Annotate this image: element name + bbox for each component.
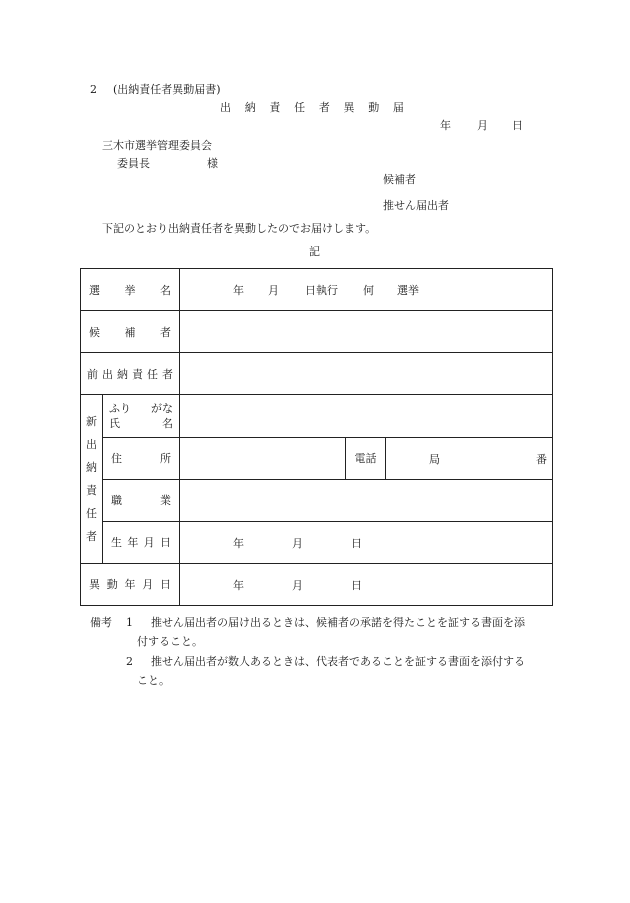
row-new-name: [81, 395, 553, 437]
election-day: 日執行: [305, 284, 338, 297]
change-year: 年: [233, 578, 244, 592]
birth-year: 年: [233, 536, 244, 550]
label-char: 異: [89, 578, 100, 592]
row-candidate: [81, 311, 553, 353]
addressee: 三木市選挙管理委員会: [102, 139, 212, 152]
label-char: 任: [147, 367, 158, 381]
election-label-cell: [81, 269, 180, 311]
title-char: 届: [392, 101, 404, 114]
form-subtitle: (出納責任者異動届書): [113, 83, 221, 96]
title-char: 者: [318, 101, 330, 114]
label-char: 年: [124, 578, 136, 592]
row-change-date: [81, 563, 553, 605]
label-char: 納: [86, 461, 97, 475]
furigana-label: ふり: [109, 401, 131, 415]
new-treasurer-label-cell: [81, 395, 103, 564]
label-char: 者: [86, 530, 97, 544]
label-char: 出: [86, 438, 97, 452]
title-char: 異: [343, 101, 355, 114]
ki-label: 記: [309, 245, 320, 258]
label-char: 年: [127, 536, 139, 550]
phone-label-cell: [346, 437, 386, 479]
change-month: 月: [292, 578, 303, 592]
row-new-address: [81, 437, 553, 479]
election-year: 年: [233, 284, 244, 297]
note-text: 付すること。: [137, 635, 203, 648]
label-char: 動: [106, 578, 118, 592]
notes-heading: 備考: [90, 616, 112, 629]
election-value-cell[interactable]: [180, 269, 553, 311]
note-text: こと。: [137, 674, 170, 687]
name-value-cell[interactable]: [180, 395, 553, 437]
label-char: 新: [86, 415, 97, 429]
prev-value-cell[interactable]: [180, 353, 553, 395]
note-number: 2: [126, 655, 133, 668]
title-char: 出: [220, 101, 231, 114]
label-char: 者: [162, 367, 173, 381]
label-char: 納: [117, 367, 128, 381]
title-char: 任: [294, 101, 306, 114]
name-label-cell: [103, 395, 180, 437]
row-prev-treasurer: [81, 353, 553, 395]
honorific: 様: [207, 157, 218, 170]
label-char: 前: [87, 367, 98, 381]
row-new-birth: [81, 521, 553, 563]
label-char: 月: [142, 578, 154, 592]
row-election: [81, 269, 553, 311]
form-title: [220, 102, 404, 113]
label-char: 任: [86, 507, 97, 521]
furigana-label: がな: [151, 401, 173, 415]
label-char: 者: [160, 325, 171, 339]
phone-label: 電話: [354, 452, 377, 466]
label-char: 選: [89, 283, 100, 297]
intro-text: 下記のとおり出納責任者を異動したのでお届けします。: [102, 222, 377, 235]
title-char: 納: [244, 101, 256, 114]
candidate-label: 候補者: [383, 173, 416, 186]
date-month: 月: [477, 119, 488, 132]
title-char: 動: [368, 101, 380, 114]
birth-month: 月: [292, 536, 303, 550]
change-label-cell: [81, 563, 180, 605]
label-char: 責: [132, 367, 143, 381]
address-value-cell[interactable]: [180, 437, 346, 479]
title-char: 責: [269, 101, 281, 114]
label-char: 日: [159, 536, 171, 550]
note-number: 1: [126, 616, 133, 629]
job-value-cell[interactable]: [180, 479, 553, 521]
row-new-job: [81, 479, 553, 521]
birth-value-cell[interactable]: [180, 521, 553, 563]
election-month: 月: [268, 284, 279, 297]
label-char: 住: [111, 452, 122, 466]
label-char: 職: [111, 494, 122, 508]
label-char: 責: [86, 484, 97, 498]
date-day: 日: [512, 119, 523, 132]
prev-label-cell: [81, 353, 180, 395]
phone-kyoku: 局: [429, 452, 440, 466]
change-day: 日: [351, 578, 362, 592]
label-char: 名: [160, 283, 171, 297]
job-label-cell: [103, 479, 180, 521]
candidate-label-cell: [81, 311, 180, 353]
candidate-value-cell[interactable]: [180, 311, 553, 353]
label-char: 所: [160, 452, 171, 466]
label-char: 出: [102, 367, 113, 381]
phone-value-cell[interactable]: [386, 437, 553, 479]
election-what: 何: [363, 284, 374, 297]
chairman: 委員長: [117, 157, 150, 170]
label-char: 候: [89, 325, 100, 339]
change-value-cell[interactable]: [180, 563, 553, 605]
election-kind: 選挙: [397, 284, 419, 297]
label-char: 日: [160, 578, 171, 592]
note-text: 推せん届出者の届け出るときは、候補者の承諾を得たことを証する書面を添: [151, 616, 525, 629]
note-text: 推せん届出者が数人あるときは、代表者であることを証する書面を添付する: [151, 655, 525, 668]
label-char: 月: [143, 536, 155, 550]
section-number: 2: [90, 83, 97, 96]
recommender-label: 推せん届出者: [383, 199, 449, 212]
label-char: 氏: [109, 416, 120, 430]
label-char: 生: [111, 536, 122, 550]
label-char: 名: [162, 416, 173, 430]
birth-day: 日: [351, 536, 362, 550]
label-char: 補: [124, 325, 136, 339]
birth-label-cell: [103, 521, 180, 563]
address-label-cell: [103, 437, 180, 479]
label-char: 挙: [124, 283, 136, 297]
date-year: 年: [440, 119, 451, 132]
label-char: 業: [160, 494, 171, 508]
phone-ban: 番: [536, 452, 547, 466]
form-table: [80, 268, 553, 606]
